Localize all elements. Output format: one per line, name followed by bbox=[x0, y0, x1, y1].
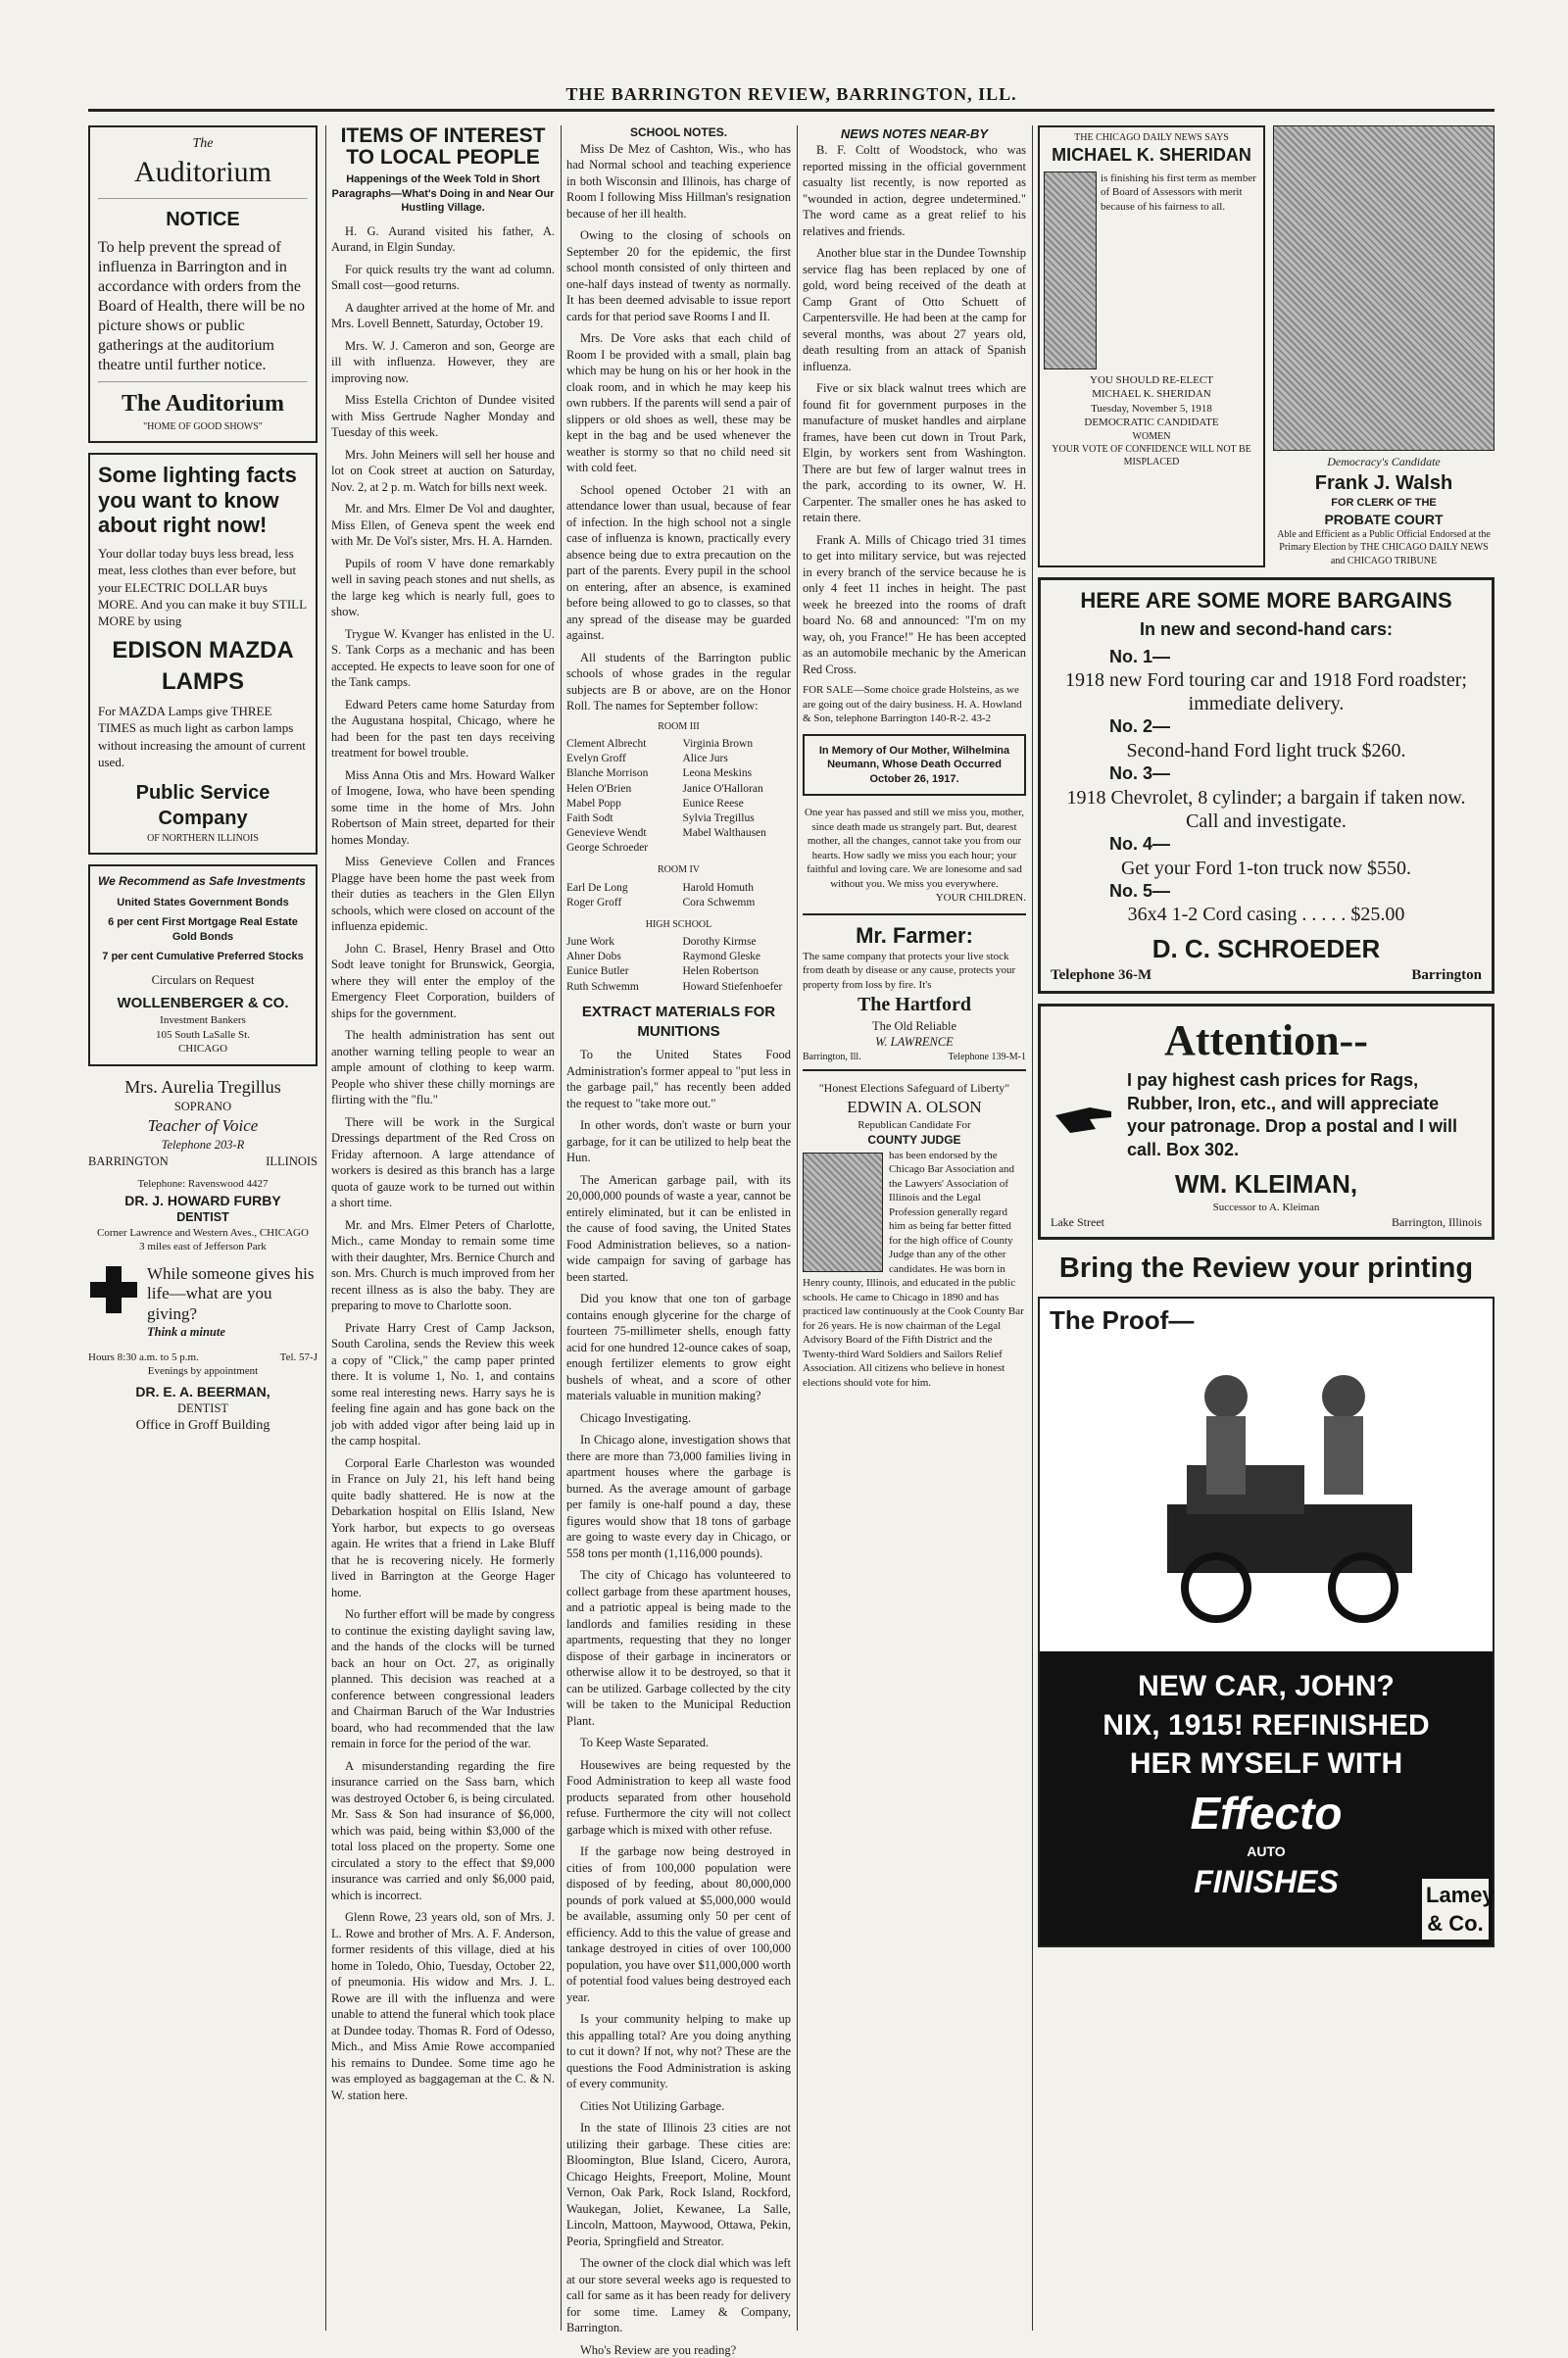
extract-paragraph: To Keep Waste Separated. bbox=[580, 1736, 710, 1750]
auditorium-title: Auditorium bbox=[134, 156, 271, 189]
auditorium-footer: The Auditorium bbox=[121, 391, 285, 418]
reelect-party: DEMOCRATIC CANDIDATE bbox=[1084, 417, 1219, 429]
invest-city: CHICAGO bbox=[177, 1043, 228, 1056]
local-item: A daughter arrived at the home of Mr. and Mrs. Lovell Bennett, Saturday, October 19. bbox=[331, 300, 555, 331]
school-paragraph: All students of the Barrington public schools of whose grades in the regular subjects are B or above, are on the Honor Roll. The names for September follow: bbox=[566, 650, 791, 713]
masthead: THE BARRINGTON REVIEW, BARRINGTON, ILL. bbox=[88, 84, 1494, 112]
teacher-name: Mrs. Aurelia Tregillus bbox=[124, 1076, 281, 1097]
notice-head: NOTICE bbox=[166, 208, 240, 230]
school-paragraph: School opened October 21 with an attendance lower than usual, because of fear of infection. In the high school not a single case of influenza is known, practically every absence being due to extra precaution on the part of the parents. Every pupil in the school on entering, after an absence, is examined before being allowed to go to classes, so that any spread of the disease may be guarded against. bbox=[566, 482, 791, 643]
hs-label: HIGH SCHOOL bbox=[645, 918, 712, 930]
honor-name: George Schroeder bbox=[566, 842, 649, 855]
dentist-addr: Corner Lawrence and Western Aves., CHICAGO bbox=[97, 1226, 309, 1239]
bargain-list bbox=[1051, 646, 1482, 927]
extract-paragraph: To the United States Food Administration's former appeal to "put less in the garbage pail," has recently been added the request to "take more out." bbox=[566, 1048, 791, 1110]
local-item: Edward Peters came home Saturday from the Augustana hospital, Chicago, where he had been for the past ten days receiving treatment for bowel trouble. bbox=[331, 697, 555, 761]
olson-party: Republican Candidate For bbox=[858, 1119, 971, 1132]
farmer-text: The same company that protects your live stock from death by disease or any cause, protects your property from loss by fire. It's bbox=[803, 950, 1016, 991]
walsh-tag: Democracy's Candidate bbox=[1327, 455, 1441, 468]
hartford: The Hartford bbox=[857, 994, 972, 1016]
room3-names bbox=[566, 737, 791, 856]
honor-name: Harold Homuth bbox=[682, 881, 755, 894]
sheridan-photo bbox=[1044, 172, 1097, 369]
extract-paragraph: The American garbage pail, with its 20,000,000 pounds of waste a year, cannot be entirely eliminated, but it can be enlisted in the cause of food saving, the United States Food Administration believes, so a nation-wide campaign for saving of garbage has been started. bbox=[566, 1172, 791, 1284]
extract-paragraph: In other words, don't waste or burn your garbage, for it can be utilized to help beat the Hun. bbox=[566, 1118, 791, 1165]
column-1 bbox=[88, 125, 318, 1435]
local-item: Miss Anna Otis and Mrs. Howard Walker of Imogene, Iowa, who have been spending some time in the home of Mrs. John Robertson of Main street, departed for their homes Monday. bbox=[331, 767, 555, 847]
honor-name: Helen Robertson bbox=[682, 965, 760, 978]
walsh-office: PROBATE COURT bbox=[1324, 511, 1444, 527]
local-item: Trygue W. Kvanger has enlisted in the U. S. Tank Corps as a mechanic and has been accepted. He expects to leave soon for one of the Tank camps. bbox=[331, 626, 555, 690]
auditorium-the: The bbox=[192, 136, 214, 151]
reelect-name: MICHAEL K. SHERIDAN bbox=[1092, 388, 1211, 401]
hartford-agent: W. LAWRENCE bbox=[875, 1035, 954, 1050]
proof-label: The Proof— bbox=[1050, 1304, 1195, 1335]
column-5 bbox=[1038, 125, 1494, 2331]
local-item: H. G. Aurand visited his father, A. Aurand, in Elgin Sunday. bbox=[331, 223, 555, 255]
local-item: Mr. and Mrs. Elmer Peters of Charlotte, Mich., came Monday to remain some time with their daughter, Mrs. Bernice Church and son. Mrs. Church is much improved from her recent illness as is also the baby. They are preparing to move to Charlotte soon. bbox=[331, 1217, 555, 1313]
auditorium-notice bbox=[88, 125, 318, 443]
teacher-loc-a: BARRINGTON bbox=[88, 1154, 169, 1168]
bargain-text: 1918 new Ford touring car and 1918 Ford roadster; immediate delivery. bbox=[1065, 669, 1467, 715]
attention: Attention-- bbox=[1164, 1016, 1368, 1065]
effecto-line-1: NEW CAR, JOHN? bbox=[1138, 1669, 1395, 1702]
psc-name: Public Service Company bbox=[135, 781, 270, 830]
room3-label: ROOM III bbox=[658, 720, 700, 732]
honor-name: Mabel Walthausen bbox=[682, 827, 766, 840]
reelect-vote: YOUR VOTE OF CONFIDENCE WILL NOT BE MISPLACED bbox=[1052, 444, 1251, 468]
local-item: A misunderstanding regarding the fire insurance carried on the Sass barn, which was destroyed October 6, is being circulated. Mr. Sass & Son had insurance of $6,000, which was paid, being within $3,000 of the total loss placed on the property. Some one circulated a story to the effect that $9,000 insurance was carried and only $6,000 paid, which is incorrect. bbox=[331, 1758, 555, 1902]
beerman-office: Office in Groff Building bbox=[135, 1417, 270, 1433]
bargain-number: No. 1— bbox=[1109, 646, 1171, 666]
reelect-women: WOMEN bbox=[1132, 431, 1171, 442]
bargain-number: No. 5— bbox=[1109, 880, 1171, 901]
bargain-text: Get your Ford 1-ton truck now $550. bbox=[1120, 857, 1412, 879]
lighting-text-1: Your dollar today buys less bread, less meat, less clothes than ever before, but your ELECTRIC DOLLAR buys MORE. And you can make it buy STILL MORE by using bbox=[98, 546, 307, 628]
honor-name: Genevieve Wendt bbox=[566, 827, 647, 840]
kleiman-ad bbox=[1038, 1004, 1494, 1239]
hours: Hours 8:30 a.m. to 5 p.m. bbox=[88, 1351, 199, 1363]
bargain-text: Second-hand Ford light truck $260. bbox=[1126, 740, 1406, 762]
walsh-ad bbox=[1273, 125, 1494, 567]
kleiman-street: Lake Street bbox=[1051, 1214, 1104, 1229]
teacher-role: SOPRANO bbox=[173, 1100, 232, 1114]
honor-name: Raymond Gleske bbox=[682, 951, 761, 963]
psc-sub: OF NORTHERN ILLINOIS bbox=[147, 832, 259, 844]
local-items bbox=[331, 223, 555, 2104]
honor-name: Leona Meskins bbox=[682, 767, 753, 780]
memory-box bbox=[803, 734, 1026, 797]
lighting-head: Some lighting facts you want to know about right now! bbox=[98, 463, 297, 537]
bargain-text: 36x4 1-2 Cord casing . . . . . $25.00 bbox=[1127, 904, 1405, 926]
kleiman-sub: Successor to A. Kleiman bbox=[1212, 1202, 1320, 1214]
local-items-subhead: Happenings of the Week Told in Short Paragraphs—What's Doing in and Near Our Hustling Village. bbox=[331, 173, 555, 215]
car-illustration bbox=[1148, 1357, 1442, 1632]
olson-name: EDWIN A. OLSON bbox=[847, 1097, 982, 1116]
column-3 bbox=[566, 125, 791, 2357]
olson-office: COUNTY JUDGE bbox=[867, 1132, 961, 1147]
dentist-card bbox=[88, 1177, 318, 1254]
bargains-head: HERE ARE SOME MORE BARGAINS bbox=[1080, 587, 1452, 613]
extract-paragraph: If the garbage now being destroyed in cities of from 100,000 population were disposed of by feeding, about 80,000,000 pounds of pork valued at $5,000,000 would be available, assuming only 50 per cent of efficiency. Add to this the value of grease and tankage destroyed in cities of over 100,000 population, you have over $11,000,000 worth of potential food values being destroyed each year. bbox=[566, 1844, 791, 2004]
evenings: Evenings by appointment bbox=[147, 1365, 259, 1378]
column-4 bbox=[803, 125, 1026, 2331]
olson-ad bbox=[803, 1081, 1026, 1390]
invest-circ: Circulars on Request bbox=[151, 972, 255, 987]
hartford-sub: The Old Reliable bbox=[871, 1018, 957, 1033]
sheridan-name: MICHAEL K. SHERIDAN bbox=[1052, 145, 1251, 166]
school-paragraph: Owing to the closing of schools on September 20 for the epidemic, the first school month consisted of only thirteen and one-half days instead of twenty as normally. It has been deemed advisable to issue report cards for that period save Rooms I and II. bbox=[566, 228, 791, 323]
honor-name: Roger Groff bbox=[566, 896, 622, 909]
bargain-number: No. 2— bbox=[1109, 716, 1171, 737]
extract-paragraph: In Chicago alone, investigation shows that there are more than 73,000 families living in apartment houses where the garbage is burned. As the average amount of garbage per family is one-half pound a day, these figures would show that 18 tons of garbage are going to waste every day in Chicago, or 558 tons per month (1,116,000 pounds). bbox=[566, 1433, 791, 1560]
farmer-head: Mr. Farmer: bbox=[856, 922, 973, 948]
memory-poem: One year has passed and still we miss you, mother, since death made us strangely part. But, dearest mother, all the changes, cannot take you from our hearts. How sadly we miss you each hour; your faithful and loving care. We are lonesome and sad without you. We miss you everywhere. bbox=[804, 807, 1025, 890]
local-item: There will be work in the Surgical Dressings department of the Red Cross on Friday afternoon. A large attendance of workers is desired as this branch has a large quota of gauze work to be turned out within a short time. bbox=[331, 1114, 555, 1210]
honor-name: Earl De Long bbox=[566, 881, 628, 894]
effecto-ad bbox=[1038, 1297, 1494, 1947]
honor-name: Virginia Brown bbox=[682, 738, 754, 751]
auditorium-slogan: "HOME OF GOOD SHOWS" bbox=[143, 421, 263, 433]
lamey: Lamey & Co. bbox=[1422, 1879, 1489, 1940]
forsale: FOR SALE—Some choice grade Holsteins, as we are going out of the dairy business. H. A. Howland & Son, telephone Barrington 140-R-2. 43-2 bbox=[803, 684, 1022, 725]
schroeder-tel: Telephone 36-M bbox=[1051, 966, 1152, 983]
honor-name: Cora Schwemm bbox=[682, 896, 756, 909]
local-item: For quick results try the want ad column. Small cost—good returns. bbox=[331, 262, 555, 293]
room4-names bbox=[566, 881, 791, 910]
honor-name: Ahner Dobs bbox=[566, 951, 621, 963]
local-item: Private Harry Crest of Camp Jackson, South Carolina, sends the Review this week a copy of "Click," the camp paper printed there. It is volume 1, No. 1, and contains some real interesting news. Harry says he is feeling fine again and has gone back on the job with added vigor after being laid up in the camp hospital. bbox=[331, 1320, 555, 1449]
honor-name: June Work bbox=[566, 936, 615, 949]
honor-name: Dorothy Kirmse bbox=[682, 936, 757, 949]
walsh-name: Frank J. Walsh bbox=[1314, 471, 1453, 494]
room4-label: ROOM IV bbox=[657, 864, 701, 876]
dentist-title: DENTIST bbox=[176, 1210, 229, 1225]
news-paragraph: Frank A. Mills of Chicago tried 31 times to get into military service, but was rejected in every branch of the service because he is only 4 feet 11 inches in height. The past week he breezed into the rooms of draft board No. 68 and announced: "I'm on my way, oh, you France!" He has been accepted as an automobile mechanic by the American Red Cross. bbox=[803, 532, 1026, 676]
honor-name: Howard Stiefenhoefer bbox=[682, 980, 783, 993]
extract-paragraph: Is your community helping to make up this appalling total? Are you doing anything to cut it down? If not, why not? These are the questions the Food Administration is asking of every community. bbox=[566, 2012, 791, 2091]
local-item: Pupils of room V have done remarkably well in saving peach stones and nut shells, as the large keg which is nearly full, goes to show. bbox=[331, 556, 555, 619]
local-item: John C. Brasel, Henry Brasel and Otto Sodt leave tonight for Brunswick, Georgia, where they will enter the employ of the Emergency Fleet Corporation, builders of ships for the government. bbox=[331, 941, 555, 1020]
bargains-sub: In new and second-hand cars: bbox=[1139, 618, 1394, 639]
redcross-text: While someone gives his life—what are you giving? bbox=[147, 1263, 315, 1323]
memory-head: In Memory of Our Mother, Wilhelmina Neumann, Whose Death Occurred October 26, 1917. bbox=[818, 744, 1010, 785]
sheridan-text: is finishing his first term as member of Board of Assessors with merit because of his fairness to all. bbox=[1101, 172, 1256, 213]
extract-paragraph: Housewives are being requested by the Food Administration to keep all waste food products separated from other household refuse. Furthermore the city will not collect garbage which is mixed with other refuse. bbox=[566, 1757, 791, 1837]
bargains-ad bbox=[1038, 577, 1494, 995]
redcross-think: Think a minute bbox=[147, 1325, 225, 1340]
effecto-finishes: FINISHES bbox=[1194, 1863, 1339, 1899]
schroeder-loc: Barrington bbox=[1411, 966, 1482, 983]
honor-name: Clement Albrecht bbox=[566, 738, 647, 751]
local-item: Miss Estella Crichton of Dundee visited with Miss Gertrude Nagher Monday and Tuesday of this week. bbox=[331, 393, 555, 440]
invest-item-3: 7 per cent Cumulative Preferred Stocks bbox=[102, 951, 304, 963]
dentist-phone: Telephone: Ravenswood 4427 bbox=[137, 1178, 269, 1191]
honor-name: Alice Jurs bbox=[682, 753, 728, 765]
beerman-name: DR. E. A. BEERMAN, bbox=[135, 1383, 270, 1400]
reelect: YOU SHOULD RE-ELECT bbox=[1090, 373, 1213, 386]
invest-firm: WOLLENBERGER & CO. bbox=[117, 995, 289, 1012]
honor-name: Eunice Butler bbox=[566, 965, 629, 978]
effecto-line-3: HER MYSELF WITH bbox=[1129, 1747, 1403, 1781]
honor-name: Eunice Reese bbox=[682, 797, 744, 810]
olson-slogan: "Honest Elections Safeguard of Liberty" bbox=[818, 1081, 1010, 1096]
local-item: Mr. and Mrs. Elmer De Vol and daughter, Miss Ellen, of Geneva spent the week end with Mr. De Vol's sister, Mrs. H. A. Harnden. bbox=[331, 502, 555, 549]
walsh-for: FOR CLERK OF THE bbox=[1331, 497, 1437, 510]
teacher-card bbox=[88, 1076, 318, 1170]
local-item: Miss Genevieve Collen and Frances Plagge have been home the past week from their duties as teachers in the Glen Ellyn schools, which were closed on account of the influenza epidemic. bbox=[331, 855, 555, 934]
red-cross-icon bbox=[88, 1264, 139, 1315]
school-paragraph: Mrs. De Vore asks that each child of Room I be provided with a small, plain bag which may be hung on his or her hook in the cloak room, and in which he may keep his own rubbers. If the parents will send a pair of slippers or old shoes as well, these may be kept in the bag and be used whenever the weather is stormy so that no child need sit with cold feet. bbox=[566, 331, 791, 475]
farmer-ad bbox=[803, 913, 1026, 1071]
olson-photo bbox=[803, 1153, 883, 1272]
local-item: Mrs. John Meiners will sell her house and lot on Cook street at auction on Saturday, Nov. 2, at 2 p. m. Watch for bills next week. bbox=[331, 447, 555, 494]
honor-name: Blanche Morrison bbox=[566, 767, 649, 780]
extract-paragraph: The owner of the clock dial which was left at our store several weeks ago is requested to call for same as it has been ready for delivery for some time. Lamey & Company, Barrington. bbox=[566, 2256, 791, 2335]
effecto-brand: Effecto bbox=[1190, 1787, 1343, 1839]
honor-name: Ruth Schwemm bbox=[566, 980, 639, 993]
notice-text: To help prevent the spread of influenza in Barrington and in accordance with orders from the Board of Health, there will be no picture shows or public gatherings at the auditorium theatre until further notice. bbox=[98, 238, 306, 373]
news-paragraph: Another blue star in the Dundee Township service flag has been replaced by one of gold, word being received of the death at Camp Grant of Otto Schuett of Carpentersville. He had been at the camp for several months, was about 27 years old, death resulting from an attack of Spanish influenza. bbox=[803, 246, 1026, 373]
news-paragraph: B. F. Coltt of Woodstock, who was reported missing in the official government casualty list recently, is now reported as "wounded in action, degree undetermined." The word came as a great relief to his relatives and friends. bbox=[803, 143, 1026, 238]
invest-sub: Investment Bankers bbox=[160, 1014, 246, 1027]
memory-sign: YOUR CHILDREN. bbox=[935, 892, 1026, 905]
local-item: Corporal Earle Charleston was wounded in France on July 21, his left hand being quite badly shattered. He is now at the Debarkation hospital on Ellis Island, New York harbor, but expects to go overseas again. He writes that a friend in Lake Bluff that he is recovering nicely. He formerly lived in Barrington at the George Hager home. bbox=[331, 1455, 555, 1599]
reelect-date: Tuesday, November 5, 1918 bbox=[1091, 402, 1212, 415]
lighting-text-2: For MAZDA Lamps give THREE TIMES as much light as carbon lamps without increasing the amount of current used. bbox=[98, 704, 306, 769]
school-paragraph: Miss De Mez of Cashton, Wis., who has had Normal school and teaching experience in both Wisconsin and Illinois, has charge of Room I following Miss Hillman's resignation because of her ill health. bbox=[566, 141, 791, 221]
hs-names bbox=[566, 935, 791, 995]
local-item: The health administration has sent out another warning telling people to wear an ample amount of clothing to keep warm. People who shiver these chilly mornings are flirting with the "flu." bbox=[331, 1028, 555, 1107]
school-text bbox=[566, 141, 791, 714]
teacher-title: Teacher of Voice bbox=[147, 1115, 259, 1135]
beerman-title: DENTIST bbox=[176, 1401, 229, 1416]
hours-tel: Tel. 57-J bbox=[279, 1351, 318, 1363]
invest-item-1: United States Government Bonds bbox=[117, 896, 289, 909]
local-item: Mrs. W. J. Cameron and son, George are ill with influenza. However, they are improving now. bbox=[331, 338, 555, 385]
extract-paragraph: The city of Chicago has volunteered to collect garbage from these apartment houses, and a patriotic appeal is being made to the landlords and families residing in these apartments, requesting that they no longer dispose of their garbage in incinerators or otherwise allow it to be destroyed, so that it can be utilized. Garbage collected by the city will be taken to the Municipal Reduction Plant. bbox=[566, 1568, 791, 1728]
invest-addr: 105 South LaSalle St. bbox=[156, 1028, 250, 1041]
dentist-name: DR. J. HOWARD FURBY bbox=[124, 1192, 281, 1208]
lamps-name: EDISON MAZDA LAMPS bbox=[112, 636, 294, 695]
honor-name: Mabel Popp bbox=[566, 797, 621, 810]
extract-paragraph: Chicago Investigating. bbox=[580, 1410, 692, 1425]
extract-text bbox=[566, 1047, 791, 2358]
redcross-ad bbox=[88, 1264, 318, 1341]
local-item: Glenn Rowe, 23 years old, son of Mrs. J. L. Rowe and brother of Mrs. A. F. Anderson, former residents of this village, died at his home in Toledo, Ohio, Tuesday, October 22, of pneumonia. His widow and Mrs. J. L. Rowe are ill with the influenza and were unable to attend the funeral which took place at Dundee today. Thomas R. Ford of Odesso, Mich., and Miss Amie Rowe accompanied his remains to Dundee. Some time ago he was employed as baggageman at the C. & N. W. station here. bbox=[331, 1910, 555, 2102]
extract-head: EXTRACT MATERIALS FOR MUNITIONS bbox=[581, 1003, 776, 1040]
walsh-text: Able and Efficient as a Public Official Endorsed at the Primary Election by THE CHICAGO DAILY NEWS and CHICAGO TRIBUNE bbox=[1277, 529, 1491, 566]
bargain-number: No. 4— bbox=[1109, 833, 1171, 854]
news-text bbox=[803, 142, 1026, 677]
honor-name: Sylvia Tregillus bbox=[682, 811, 755, 824]
honor-name: Faith Sodt bbox=[566, 811, 613, 824]
column-2 bbox=[331, 125, 555, 2331]
extract-paragraph: Cities Not Utilizing Garbage. bbox=[580, 2098, 725, 2113]
effecto-auto: AUTO bbox=[1247, 1843, 1286, 1860]
olson-text: has been endorsed by the Chicago Bar Association and the Lawyers' Association of Illinois and the Legal Profession generally regard him as being far better fitted for the high office of County Judge than any of the other candidates. He was born in Henry county, Illinois, and educated in the public schools. He came to Chicago in 1890 and has practiced law continuously at the Cook County Bar for 26 years. He is now chairman of the Legal Advisory Board of the Fifth District and the Twenty-third Ward Soldiers and Sailors Relief Association. All citizens who believe in honest elections should vote for him. bbox=[803, 1149, 1024, 1389]
hartford-tel: Telephone 139-M-1 bbox=[948, 1051, 1026, 1062]
cdn-head: THE CHICAGO DAILY NEWS SAYS bbox=[1074, 132, 1229, 143]
lighting-ad bbox=[88, 453, 318, 855]
effecto-line-2: NIX, 1915! REFINISHED bbox=[1102, 1708, 1430, 1742]
invest-head: We Recommend as Safe Investments bbox=[98, 873, 306, 888]
teacher-phone: Telephone 203-R bbox=[161, 1138, 245, 1153]
sheridan-ad bbox=[1038, 125, 1265, 567]
extract-paragraph: Who's Review are you reading? bbox=[580, 2342, 737, 2357]
hartford-loc: Barrington, Ill. bbox=[803, 1051, 861, 1062]
honor-name: Evelyn Groff bbox=[566, 753, 626, 765]
local-items-head: ITEMS OF INTEREST TO LOCAL PEOPLE bbox=[340, 124, 546, 170]
printing-banner: Bring the Review your printing bbox=[1058, 1252, 1474, 1284]
walsh-photo bbox=[1273, 125, 1494, 451]
honor-name: Janice O'Halloran bbox=[682, 782, 763, 795]
beerman-card bbox=[88, 1351, 318, 1435]
pointing-hand-icon bbox=[1051, 1086, 1119, 1145]
bargain-number: No. 3— bbox=[1109, 763, 1171, 784]
bargain-text: 1918 Chevrolet, 8 cylinder; a bargain if taken now. Call and investigate. bbox=[1066, 786, 1466, 832]
invest-item-2: 6 per cent First Mortgage Real Estate Gold Bonds bbox=[108, 916, 298, 943]
kleiman-loc: Barrington, Illinois bbox=[1392, 1214, 1482, 1229]
honor-name bbox=[683, 841, 792, 856]
schroeder: D. C. SCHROEDER bbox=[1152, 934, 1381, 964]
teacher-loc-b: ILLINOIS bbox=[266, 1154, 318, 1168]
extract-paragraph: Did you know that one ton of garbage contains enough glycerine for the charge of fourteen 75-millimeter shells, enough fatty acid for one hundred 12-ounce cakes of soap, enough fertilizer elements to grow eight bushels of wheat, and a score of other materials valuable in munition making? bbox=[566, 1292, 791, 1403]
investments-ad bbox=[88, 864, 318, 1066]
school-head: SCHOOL NOTES. bbox=[629, 125, 728, 139]
local-item: No further effort will be made by congress to continue the existing daylight saving law, and the hands of the clocks will be turned back an hour on Oct. 27, as originally planned. This decision was reached at a conference between congressional leaders and Chairman Baruch of the War Industries board, who had recommended that the law remain in force for the period of the war. bbox=[331, 1607, 555, 1751]
extract-paragraph: In the state of Illinois 23 cities are not utilizing their garbage. These cities are: Bloomington, Blue Island, Cicero, Aurora, Chicago Heights, Freeport, Moline, Mount Vernon, Oak Park, Rock Island, Rockford, Waukegan, Joliet, Kewanee, La Salle, Lincoln, Mattoon, Maywood, Ottawa, Pekin, Peoria, Springfield and Streator. bbox=[566, 2121, 791, 2248]
news-head: NEWS NOTES NEAR-BY bbox=[840, 126, 989, 141]
honor-name: Helen O'Brien bbox=[566, 782, 632, 795]
kleiman-name: WM. KLEIMAN, bbox=[1174, 1169, 1358, 1200]
kleiman-text: I pay highest cash prices for Rags, Rubber, Iron, etc., and will appreciate your patronage. Drop a postal and I will call. Box 302. bbox=[1127, 1070, 1458, 1159]
dentist-dir: 3 miles east of Jefferson Park bbox=[139, 1241, 267, 1253]
news-paragraph: Five or six black walnut trees which are found fit for government purposes in the manufacture of musket handles and airplane frames, have been cut down in Trout Park, Elgin, by workers sent from Washington. There are but few of larger walnut trees in the park, according to its owner, W. H. Carpenter. The smaller ones he has asked to retain there. bbox=[803, 381, 1026, 525]
